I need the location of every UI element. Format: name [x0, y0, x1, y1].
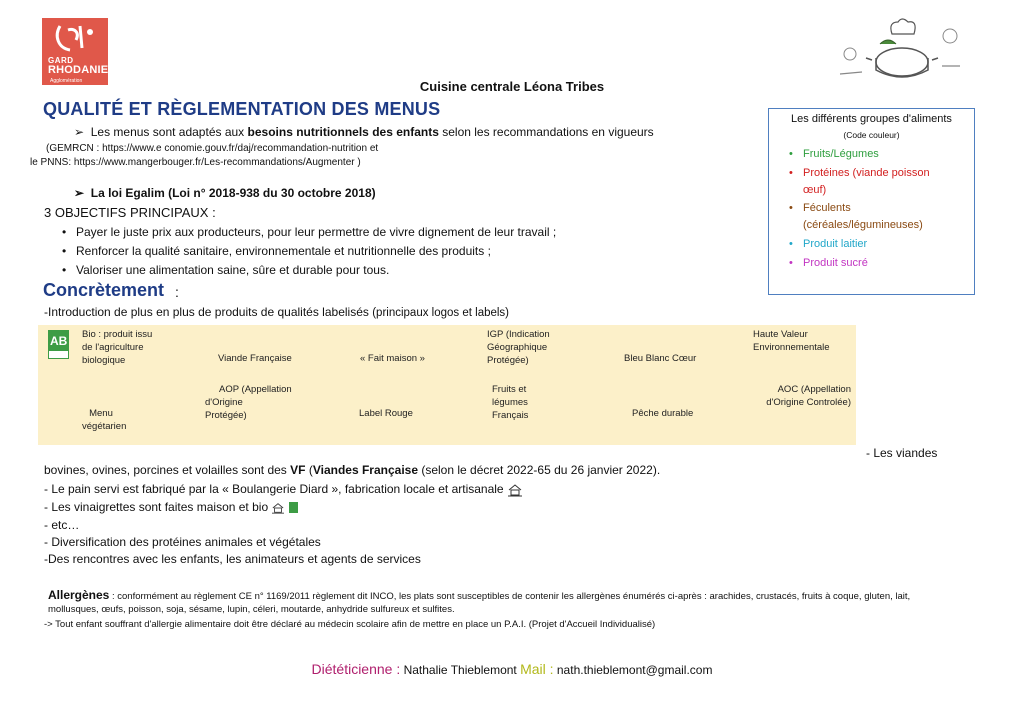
footer-contact	[0, 661, 1024, 677]
objective-text: Payer le juste prix aux producteurs, pour leur permettre de vivre dignement de leur travail ;	[76, 225, 557, 239]
labels-intro-bold: (principaux logos et labels)	[372, 307, 510, 319]
pain-text: - Le pain servi est fabriqué par la « Boulangerie Diard », fabrication locale et artisanale	[44, 482, 504, 496]
quality-labels-box	[38, 325, 856, 445]
label-fait-maison: « Fait maison »	[360, 353, 425, 364]
mail-value[interactable]: nath.thieblemont@gmail.com	[553, 663, 713, 677]
label-label-rouge: Label Rouge	[359, 408, 413, 419]
label-fruits-line: légumes	[492, 397, 528, 408]
label-fruits-legumes	[492, 383, 528, 422]
ab-bio-small-icon	[289, 502, 298, 513]
diversification-line: - Diversification des protéines animales et végétales	[44, 535, 321, 549]
label-aoc-line: AOC (Appellation	[777, 384, 851, 395]
food-group-label: Produit sucré	[803, 257, 868, 269]
main-heading: QUALITÉ ET RÈGLEMENTATION DES MENUS	[43, 99, 441, 119]
ab-letters-icon: AB	[50, 334, 68, 348]
bullet-dot-icon: •	[62, 225, 67, 239]
food-group-label: Protéines (viande poisson	[803, 167, 930, 179]
label-hve-line: Environnementale	[753, 342, 830, 353]
food-groups-title: Les différents groupes d'aliments	[791, 113, 952, 125]
label-menu-vegetarien	[82, 407, 127, 433]
bullet-dot-icon: •	[789, 202, 793, 214]
allergens-note: -> Tout enfant souffrant d'allergie alimentaire doit être déclaré au médecin scolaire afin de mettre en place un P.A.I. (Projet d'Accueil Individualisé)	[44, 619, 656, 630]
nutrition-line-bold: besoins nutritionnels des enfants	[247, 125, 439, 139]
vf-line-c: (	[305, 463, 313, 477]
label-bio-line: Bio : produit issu	[82, 329, 153, 340]
objective-text: Valoriser une alimentation saine, sûre et durable pour tous.	[76, 263, 390, 277]
objective-text: Renforcer la qualité sanitaire, environnementale et nutritionnelle des produits ;	[76, 244, 491, 258]
vinaigrette-text: - Les vinaigrettes sont faites maison et bio	[44, 500, 269, 514]
vf-line-a: bovines, ovines, porcines et volailles sont des	[44, 463, 291, 477]
objective-item	[62, 244, 491, 258]
vf-line	[44, 463, 660, 477]
vinaigrette-line	[44, 500, 298, 514]
kitchen-title: Cuisine centrale Léona Tribes	[419, 79, 605, 94]
labels-intro-line	[44, 305, 509, 319]
bullet-dot-icon: •	[62, 244, 67, 258]
food-group-label: Féculents	[803, 202, 851, 214]
vf-line-b: VF	[290, 463, 306, 477]
label-igp-line: IGP (Indication	[487, 329, 550, 340]
bullet-dot-icon: •	[789, 167, 793, 179]
label-menu-line: Menu	[89, 408, 113, 419]
concret-heading: Concrètement	[43, 280, 165, 300]
food-group-label: (céréales/légumineuses)	[803, 219, 923, 231]
label-aop-line: Protégée)	[205, 410, 247, 421]
dietitian-name: Nathalie Thieblemont	[400, 663, 521, 677]
logo-mark-icon	[50, 22, 100, 56]
label-menu-line: végétarien	[82, 421, 127, 432]
concret-colon: :	[175, 284, 179, 300]
labels-intro-text: -Introduction de plus en plus de produits de qualités labelisés	[44, 305, 373, 319]
nutrition-line	[74, 125, 654, 139]
dietitian-label: Diététicienne :	[311, 661, 401, 677]
objective-item	[62, 225, 556, 239]
bullet-dot-icon: •	[789, 238, 793, 250]
pnns-link-text[interactable]: le PNNS: https://www.mangerbouger.fr/Les-recommandations/Augmenter )	[30, 157, 361, 168]
chef-pot-illustration	[832, 14, 972, 84]
objective-item	[62, 263, 389, 277]
label-viande-francaise: Viande Française	[218, 353, 292, 364]
bullet-dot-icon: •	[789, 148, 793, 160]
egalim-line	[74, 186, 376, 200]
objectives-title: 3 OBJECTIFS PRINCIPAUX :	[44, 205, 216, 220]
logo-line3: Agglomération	[50, 78, 83, 84]
logo-line2: RHODANIEN	[48, 64, 117, 76]
label-hve-line: Haute Valeur	[753, 329, 808, 340]
rencontres-line: -Des rencontres avec les enfants, les animateurs et agents de services	[44, 552, 421, 566]
food-group-laitier	[789, 236, 868, 253]
fait-maison-icon	[271, 502, 285, 514]
fait-maison-icon	[507, 483, 523, 497]
food-group-feculents	[789, 200, 923, 234]
ab-caption-icon	[49, 351, 68, 358]
label-aoc-line: d'Origine Controlée)	[766, 397, 851, 408]
label-bio-line: de l'agriculture	[82, 342, 144, 353]
vf-line-d: Viandes Française	[312, 463, 418, 477]
label-igp-line: Géographique	[487, 342, 548, 353]
nutrition-line-suffix: selon les recommandations en vigueurs	[438, 125, 654, 139]
label-fruits-line: Français	[492, 410, 529, 421]
label-igp	[487, 328, 550, 367]
food-group-label: œuf)	[803, 184, 827, 196]
pain-line	[44, 482, 523, 497]
food-groups-subtitle: (Code couleur)	[843, 130, 900, 140]
label-aop	[205, 383, 292, 422]
gard-rhodanien-logo	[42, 18, 117, 85]
arrow-bullet-icon: ➢	[74, 125, 91, 139]
label-igp-line: Protégée)	[487, 355, 529, 366]
egalim-text: La loi Egalim (Loi n° 2018-938 du 30 octobre 2018)	[90, 186, 376, 200]
label-aoc	[755, 383, 851, 409]
label-hve	[753, 328, 830, 354]
food-group-sucre	[789, 255, 868, 272]
bullet-dot-icon: •	[62, 263, 67, 277]
food-groups-box	[768, 108, 975, 295]
allergens-text: : conformément au règlement CE n° 1169/2011 règlement dit INCO, les plats sont susceptibles de contenir les allergènes énumérés ci-après : arachides, crustacés, fruits à coque, gluten, lait, mollusques, œufs, poisson, soja, sésame, lupin, céleri, moutarde, anhydride sulfureux et sulfites.	[48, 591, 911, 615]
food-group-label: Produit laitier	[803, 238, 868, 250]
allergens-title: Allergènes	[48, 588, 110, 602]
vf-line-e: (selon le décret 2022-65 du 26 janvier 2022).	[418, 463, 661, 477]
label-fruits-line: Fruits et	[492, 384, 527, 395]
label-aop-line: AOP (Appellation	[219, 384, 292, 395]
bullet-dot-icon: •	[789, 257, 793, 269]
viandes-tail: - Les viandes	[866, 446, 938, 460]
logo-line1: GARD	[48, 56, 74, 65]
arrow-bullet-icon: ➢	[74, 186, 91, 200]
label-aop-line: d'Origine	[205, 397, 243, 408]
food-group-proteines	[789, 165, 930, 199]
allergens-paragraph	[48, 589, 960, 616]
food-group-label: Fruits/Légumes	[803, 148, 879, 160]
mail-label: Mail :	[520, 661, 554, 677]
nutrition-line-prefix: Les menus sont adaptés aux	[90, 125, 248, 139]
etc-line: - etc…	[44, 518, 80, 532]
food-group-fruits	[789, 146, 879, 163]
label-bio	[82, 328, 152, 367]
label-bio-line: biologique	[82, 355, 126, 366]
label-bleu-blanc-coeur: Bleu Blanc Cœur	[624, 353, 697, 364]
gemrcn-link-text[interactable]: (GEMRCN : https://www.e conomie.gouv.fr/daj/recommandation-nutrition et	[46, 143, 379, 154]
ab-bio-logo	[48, 330, 69, 359]
label-peche-durable: Pêche durable	[632, 408, 694, 419]
